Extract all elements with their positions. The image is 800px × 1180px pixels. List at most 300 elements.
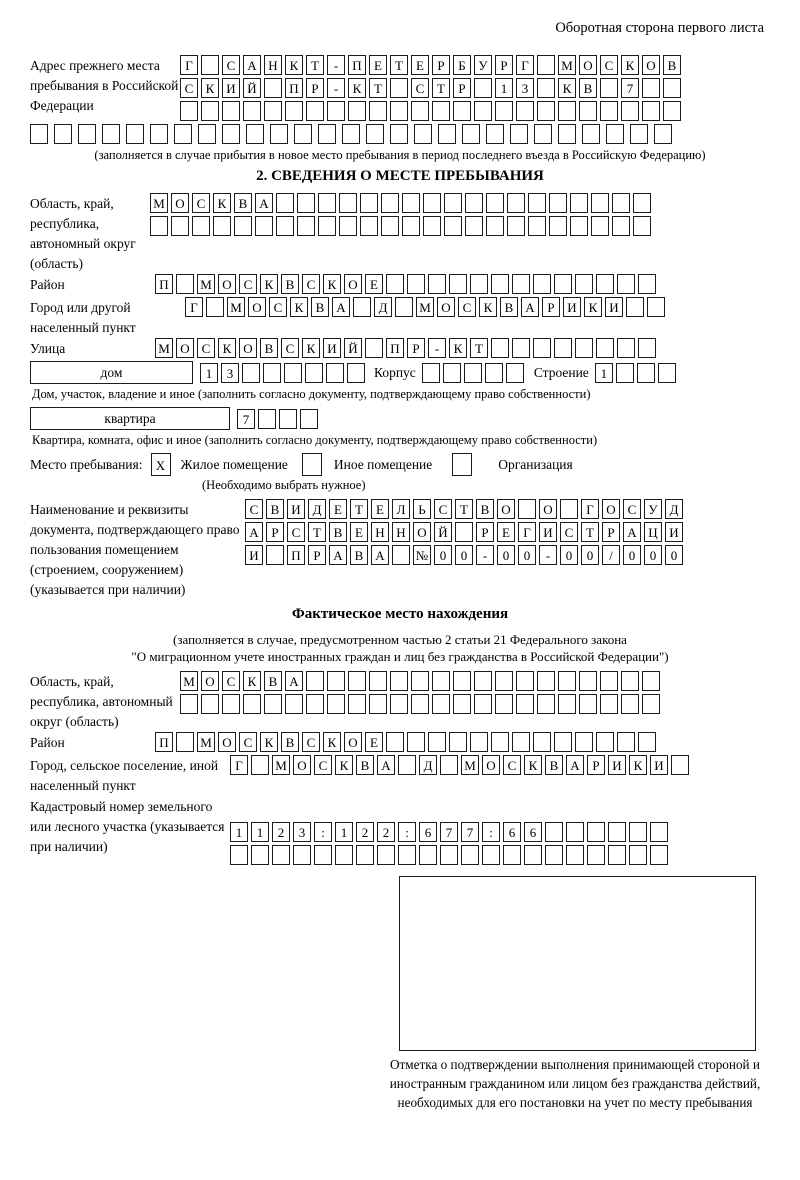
form-cell[interactable] (381, 216, 399, 236)
form-cell[interactable] (284, 363, 302, 383)
form-cell[interactable] (630, 124, 648, 144)
form-cell[interactable]: 1 (595, 363, 613, 383)
form-cell[interactable] (353, 297, 371, 317)
form-cell[interactable] (342, 124, 360, 144)
form-cell[interactable]: Й (434, 522, 452, 542)
form-cell[interactable]: 2 (377, 822, 395, 842)
form-cell[interactable] (360, 193, 378, 213)
form-cell[interactable] (339, 193, 357, 213)
form-cell[interactable] (366, 124, 384, 144)
form-cell[interactable]: 7 (461, 822, 479, 842)
form-cell[interactable] (528, 216, 546, 236)
form-cell[interactable] (126, 124, 144, 144)
form-cell[interactable]: В (281, 274, 299, 294)
form-cell[interactable]: П (287, 545, 305, 565)
form-cell[interactable] (453, 671, 471, 691)
form-cell[interactable]: Г (180, 55, 198, 75)
form-cell[interactable] (398, 845, 416, 865)
form-cell[interactable]: О (293, 755, 311, 775)
form-cell[interactable] (276, 193, 294, 213)
form-cell[interactable] (258, 409, 276, 429)
form-cell[interactable]: М (197, 732, 215, 752)
form-cell[interactable]: 0 (623, 545, 641, 565)
form-cell[interactable] (617, 338, 635, 358)
form-cell[interactable] (339, 216, 357, 236)
form-cell[interactable] (658, 363, 676, 383)
form-cell[interactable] (294, 124, 312, 144)
form-cell[interactable] (285, 694, 303, 714)
form-cell[interactable] (453, 694, 471, 714)
form-cell[interactable]: И (287, 499, 305, 519)
form-cell[interactable] (642, 78, 660, 98)
form-cell[interactable]: И (650, 755, 668, 775)
form-cell[interactable]: У (644, 499, 662, 519)
form-cell[interactable] (390, 78, 408, 98)
stay-option-organization-checkbox[interactable] (452, 453, 472, 476)
form-cell[interactable] (356, 845, 374, 865)
form-cell[interactable]: О (218, 274, 236, 294)
form-cell[interactable]: О (248, 297, 266, 317)
form-cell[interactable]: Т (308, 522, 326, 542)
form-cell[interactable]: С (503, 755, 521, 775)
form-cell[interactable]: М (558, 55, 576, 75)
form-cell[interactable] (554, 732, 572, 752)
form-cell[interactable]: В (234, 193, 252, 213)
form-cell[interactable] (318, 216, 336, 236)
form-cell[interactable]: С (623, 499, 641, 519)
form-cell[interactable] (432, 671, 450, 691)
form-cell[interactable]: П (386, 338, 404, 358)
form-cell[interactable] (533, 732, 551, 752)
form-cell[interactable]: 0 (581, 545, 599, 565)
form-cell[interactable] (650, 822, 668, 842)
form-cell[interactable]: М (416, 297, 434, 317)
form-cell[interactable] (305, 363, 323, 383)
form-cell[interactable] (638, 274, 656, 294)
form-cell[interactable]: О (218, 732, 236, 752)
form-cell[interactable] (516, 694, 534, 714)
form-cell[interactable] (455, 522, 473, 542)
form-cell[interactable]: Е (365, 732, 383, 752)
form-cell[interactable] (512, 732, 530, 752)
form-cell[interactable]: А (521, 297, 539, 317)
form-cell[interactable] (518, 499, 536, 519)
form-cell[interactable] (524, 845, 542, 865)
form-cell[interactable] (591, 193, 609, 213)
form-cell[interactable] (516, 101, 534, 121)
form-cell[interactable]: Т (369, 78, 387, 98)
form-cell[interactable] (464, 363, 482, 383)
form-cell[interactable]: 0 (455, 545, 473, 565)
form-cell[interactable] (516, 671, 534, 691)
form-cell[interactable]: К (335, 755, 353, 775)
form-cell[interactable] (537, 101, 555, 121)
form-cell[interactable]: - (539, 545, 557, 565)
form-cell[interactable]: Е (371, 499, 389, 519)
stay-option-other-checkbox[interactable] (302, 453, 322, 476)
form-cell[interactable]: С (239, 732, 257, 752)
form-cell[interactable] (621, 694, 639, 714)
form-cell[interactable]: - (327, 55, 345, 75)
form-cell[interactable]: К (449, 338, 467, 358)
form-cell[interactable] (327, 101, 345, 121)
form-cell[interactable]: О (602, 499, 620, 519)
form-cell[interactable] (390, 124, 408, 144)
form-cell[interactable] (285, 101, 303, 121)
form-cell[interactable] (558, 101, 576, 121)
form-cell[interactable] (243, 101, 261, 121)
form-cell[interactable]: С (434, 499, 452, 519)
form-cell[interactable]: А (371, 545, 389, 565)
form-cell[interactable] (507, 216, 525, 236)
form-cell[interactable] (638, 732, 656, 752)
form-cell[interactable] (575, 274, 593, 294)
form-cell[interactable]: 0 (644, 545, 662, 565)
form-cell[interactable] (263, 363, 281, 383)
form-cell[interactable] (570, 193, 588, 213)
form-cell[interactable] (206, 297, 224, 317)
form-cell[interactable] (230, 845, 248, 865)
form-cell[interactable] (616, 363, 634, 383)
form-cell[interactable] (398, 755, 416, 775)
form-cell[interactable] (407, 732, 425, 752)
form-cell[interactable] (637, 363, 655, 383)
form-cell[interactable]: 7 (237, 409, 255, 429)
form-cell[interactable] (428, 274, 446, 294)
form-cell[interactable]: С (197, 338, 215, 358)
form-cell[interactable]: С (222, 55, 240, 75)
form-cell[interactable] (533, 338, 551, 358)
form-cell[interactable] (633, 193, 651, 213)
form-cell[interactable]: 1 (335, 822, 353, 842)
form-cell[interactable] (222, 101, 240, 121)
form-cell[interactable]: № (413, 545, 431, 565)
form-cell[interactable]: К (260, 274, 278, 294)
form-cell[interactable] (575, 338, 593, 358)
form-cell[interactable] (78, 124, 96, 144)
form-cell[interactable] (591, 216, 609, 236)
form-cell[interactable]: Т (350, 499, 368, 519)
form-cell[interactable]: 3 (516, 78, 534, 98)
form-cell[interactable]: С (281, 338, 299, 358)
form-cell[interactable] (348, 694, 366, 714)
stay-option-residential-checkbox[interactable]: X (151, 453, 171, 476)
form-cell[interactable]: К (524, 755, 542, 775)
form-cell[interactable] (600, 671, 618, 691)
form-cell[interactable] (579, 101, 597, 121)
form-cell[interactable] (386, 274, 404, 294)
form-cell[interactable] (251, 755, 269, 775)
form-cell[interactable] (326, 363, 344, 383)
form-cell[interactable] (432, 694, 450, 714)
form-cell[interactable]: У (474, 55, 492, 75)
form-cell[interactable]: К (584, 297, 602, 317)
form-cell[interactable] (198, 124, 216, 144)
form-cell[interactable]: Й (344, 338, 362, 358)
form-cell[interactable] (512, 274, 530, 294)
form-cell[interactable] (348, 101, 366, 121)
form-cell[interactable] (314, 845, 332, 865)
form-cell[interactable]: К (479, 297, 497, 317)
form-cell[interactable]: М (155, 338, 173, 358)
form-cell[interactable]: Р (587, 755, 605, 775)
form-cell[interactable] (264, 78, 282, 98)
form-cell[interactable] (407, 274, 425, 294)
form-cell[interactable]: Г (230, 755, 248, 775)
form-cell[interactable]: С (411, 78, 429, 98)
form-cell[interactable]: 6 (524, 822, 542, 842)
form-cell[interactable] (474, 694, 492, 714)
form-cell[interactable] (465, 193, 483, 213)
form-cell[interactable] (549, 193, 567, 213)
form-cell[interactable] (360, 216, 378, 236)
form-cell[interactable] (654, 124, 672, 144)
form-cell[interactable]: Р (266, 522, 284, 542)
form-cell[interactable] (402, 216, 420, 236)
form-cell[interactable]: В (545, 755, 563, 775)
form-cell[interactable] (402, 193, 420, 213)
form-cell[interactable] (30, 124, 48, 144)
form-cell[interactable]: П (155, 732, 173, 752)
form-cell[interactable]: - (327, 78, 345, 98)
apartment-type-box[interactable]: квартира (30, 407, 230, 430)
form-cell[interactable]: Е (369, 55, 387, 75)
form-cell[interactable] (470, 274, 488, 294)
form-cell[interactable] (365, 338, 383, 358)
form-cell[interactable] (671, 755, 689, 775)
form-cell[interactable] (537, 671, 555, 691)
form-cell[interactable]: Н (371, 522, 389, 542)
form-cell[interactable]: С (302, 732, 320, 752)
form-cell[interactable] (608, 845, 626, 865)
form-cell[interactable] (443, 363, 461, 383)
form-cell[interactable] (390, 671, 408, 691)
form-cell[interactable] (537, 55, 555, 75)
form-cell[interactable]: А (245, 522, 263, 542)
form-cell[interactable]: 1 (251, 822, 269, 842)
form-cell[interactable]: И (323, 338, 341, 358)
form-cell[interactable]: 0 (560, 545, 578, 565)
form-cell[interactable]: С (287, 522, 305, 542)
form-cell[interactable]: М (272, 755, 290, 775)
form-cell[interactable]: 3 (221, 363, 239, 383)
form-cell[interactable] (461, 845, 479, 865)
form-cell[interactable] (566, 822, 584, 842)
form-cell[interactable]: В (266, 499, 284, 519)
form-cell[interactable]: Р (453, 78, 471, 98)
form-cell[interactable] (485, 363, 503, 383)
form-cell[interactable] (246, 124, 264, 144)
form-cell[interactable]: 7 (621, 78, 639, 98)
form-cell[interactable]: Т (432, 78, 450, 98)
form-cell[interactable]: М (150, 193, 168, 213)
form-cell[interactable] (423, 193, 441, 213)
form-cell[interactable] (558, 124, 576, 144)
form-cell[interactable]: Д (665, 499, 683, 519)
form-cell[interactable] (650, 845, 668, 865)
form-cell[interactable]: С (314, 755, 332, 775)
form-cell[interactable] (491, 732, 509, 752)
form-cell[interactable]: К (201, 78, 219, 98)
house-type-box[interactable]: дом (30, 361, 193, 384)
form-cell[interactable]: Р (308, 545, 326, 565)
form-cell[interactable] (438, 124, 456, 144)
form-cell[interactable]: А (285, 671, 303, 691)
form-cell[interactable] (533, 274, 551, 294)
form-cell[interactable] (629, 845, 647, 865)
form-cell[interactable] (626, 297, 644, 317)
form-cell[interactable]: 7 (440, 822, 458, 842)
form-cell[interactable] (558, 694, 576, 714)
form-cell[interactable] (279, 409, 297, 429)
form-cell[interactable] (596, 274, 614, 294)
form-cell[interactable]: Р (407, 338, 425, 358)
form-cell[interactable]: В (476, 499, 494, 519)
form-cell[interactable]: Д (308, 499, 326, 519)
form-cell[interactable]: 2 (356, 822, 374, 842)
form-cell[interactable]: О (482, 755, 500, 775)
form-cell[interactable] (213, 216, 231, 236)
form-cell[interactable] (566, 845, 584, 865)
form-cell[interactable] (642, 101, 660, 121)
form-cell[interactable] (377, 845, 395, 865)
form-cell[interactable] (462, 124, 480, 144)
form-cell[interactable]: С (245, 499, 263, 519)
form-cell[interactable] (422, 363, 440, 383)
form-cell[interactable]: О (171, 193, 189, 213)
form-cell[interactable] (491, 274, 509, 294)
form-cell[interactable]: Т (470, 338, 488, 358)
form-cell[interactable] (266, 545, 284, 565)
form-cell[interactable]: С (222, 671, 240, 691)
form-cell[interactable]: Н (392, 522, 410, 542)
form-cell[interactable]: И (665, 522, 683, 542)
form-cell[interactable] (663, 101, 681, 121)
form-cell[interactable]: М (197, 274, 215, 294)
form-cell[interactable] (297, 193, 315, 213)
form-cell[interactable]: О (413, 522, 431, 542)
form-cell[interactable]: А (377, 755, 395, 775)
form-cell[interactable] (255, 216, 273, 236)
form-cell[interactable] (600, 694, 618, 714)
form-cell[interactable] (554, 338, 572, 358)
form-cell[interactable] (432, 101, 450, 121)
form-cell[interactable] (621, 101, 639, 121)
form-cell[interactable] (390, 101, 408, 121)
form-cell[interactable] (300, 409, 318, 429)
form-cell[interactable] (414, 124, 432, 144)
form-cell[interactable]: Р (602, 522, 620, 542)
form-cell[interactable] (369, 101, 387, 121)
form-cell[interactable] (587, 845, 605, 865)
form-cell[interactable] (270, 124, 288, 144)
form-cell[interactable]: Е (329, 499, 347, 519)
form-cell[interactable] (537, 694, 555, 714)
form-cell[interactable] (449, 732, 467, 752)
form-cell[interactable] (512, 338, 530, 358)
form-cell[interactable]: Р (476, 522, 494, 542)
form-cell[interactable]: Р (495, 55, 513, 75)
form-cell[interactable]: Р (306, 78, 324, 98)
form-cell[interactable]: А (623, 522, 641, 542)
form-cell[interactable]: В (350, 545, 368, 565)
form-cell[interactable] (369, 671, 387, 691)
form-cell[interactable] (54, 124, 72, 144)
form-cell[interactable] (486, 216, 504, 236)
form-cell[interactable]: А (243, 55, 261, 75)
form-cell[interactable]: Г (581, 499, 599, 519)
form-cell[interactable]: В (281, 732, 299, 752)
form-cell[interactable] (474, 78, 492, 98)
form-cell[interactable]: Г (185, 297, 203, 317)
form-cell[interactable]: К (558, 78, 576, 98)
form-cell[interactable] (242, 363, 260, 383)
form-cell[interactable] (243, 694, 261, 714)
form-cell[interactable]: К (213, 193, 231, 213)
form-cell[interactable]: И (605, 297, 623, 317)
form-cell[interactable]: О (642, 55, 660, 75)
form-cell[interactable]: К (302, 338, 320, 358)
form-cell[interactable]: Е (350, 522, 368, 542)
form-cell[interactable]: Г (516, 55, 534, 75)
form-cell[interactable]: 1 (200, 363, 218, 383)
form-cell[interactable] (347, 363, 365, 383)
form-cell[interactable] (545, 822, 563, 842)
form-cell[interactable]: И (539, 522, 557, 542)
form-cell[interactable] (642, 671, 660, 691)
form-cell[interactable] (617, 274, 635, 294)
form-cell[interactable] (444, 193, 462, 213)
form-cell[interactable]: П (285, 78, 303, 98)
form-cell[interactable]: К (285, 55, 303, 75)
form-cell[interactable] (629, 822, 647, 842)
form-cell[interactable] (606, 124, 624, 144)
form-cell[interactable]: П (155, 274, 173, 294)
form-cell[interactable]: Т (306, 55, 324, 75)
form-cell[interactable] (570, 216, 588, 236)
form-cell[interactable]: О (497, 499, 515, 519)
form-cell[interactable]: А (255, 193, 273, 213)
form-cell[interactable] (554, 274, 572, 294)
form-cell[interactable]: - (476, 545, 494, 565)
form-cell[interactable]: С (239, 274, 257, 294)
form-cell[interactable]: К (323, 732, 341, 752)
form-cell[interactable] (474, 671, 492, 691)
form-cell[interactable] (612, 193, 630, 213)
form-cell[interactable] (411, 694, 429, 714)
form-cell[interactable] (174, 124, 192, 144)
form-cell[interactable]: С (560, 522, 578, 542)
form-cell[interactable] (390, 694, 408, 714)
form-cell[interactable]: Ц (644, 522, 662, 542)
form-cell[interactable]: 2 (272, 822, 290, 842)
form-cell[interactable] (306, 671, 324, 691)
form-cell[interactable] (474, 101, 492, 121)
form-cell[interactable]: О (344, 732, 362, 752)
form-cell[interactable] (392, 545, 410, 565)
form-cell[interactable] (395, 297, 413, 317)
form-cell[interactable]: В (260, 338, 278, 358)
form-cell[interactable] (621, 671, 639, 691)
form-cell[interactable]: С (180, 78, 198, 98)
form-cell[interactable]: 6 (419, 822, 437, 842)
form-cell[interactable] (575, 732, 593, 752)
form-cell[interactable]: П (348, 55, 366, 75)
form-cell[interactable] (495, 694, 513, 714)
form-cell[interactable] (587, 822, 605, 842)
form-cell[interactable]: С (458, 297, 476, 317)
form-cell[interactable] (272, 845, 290, 865)
